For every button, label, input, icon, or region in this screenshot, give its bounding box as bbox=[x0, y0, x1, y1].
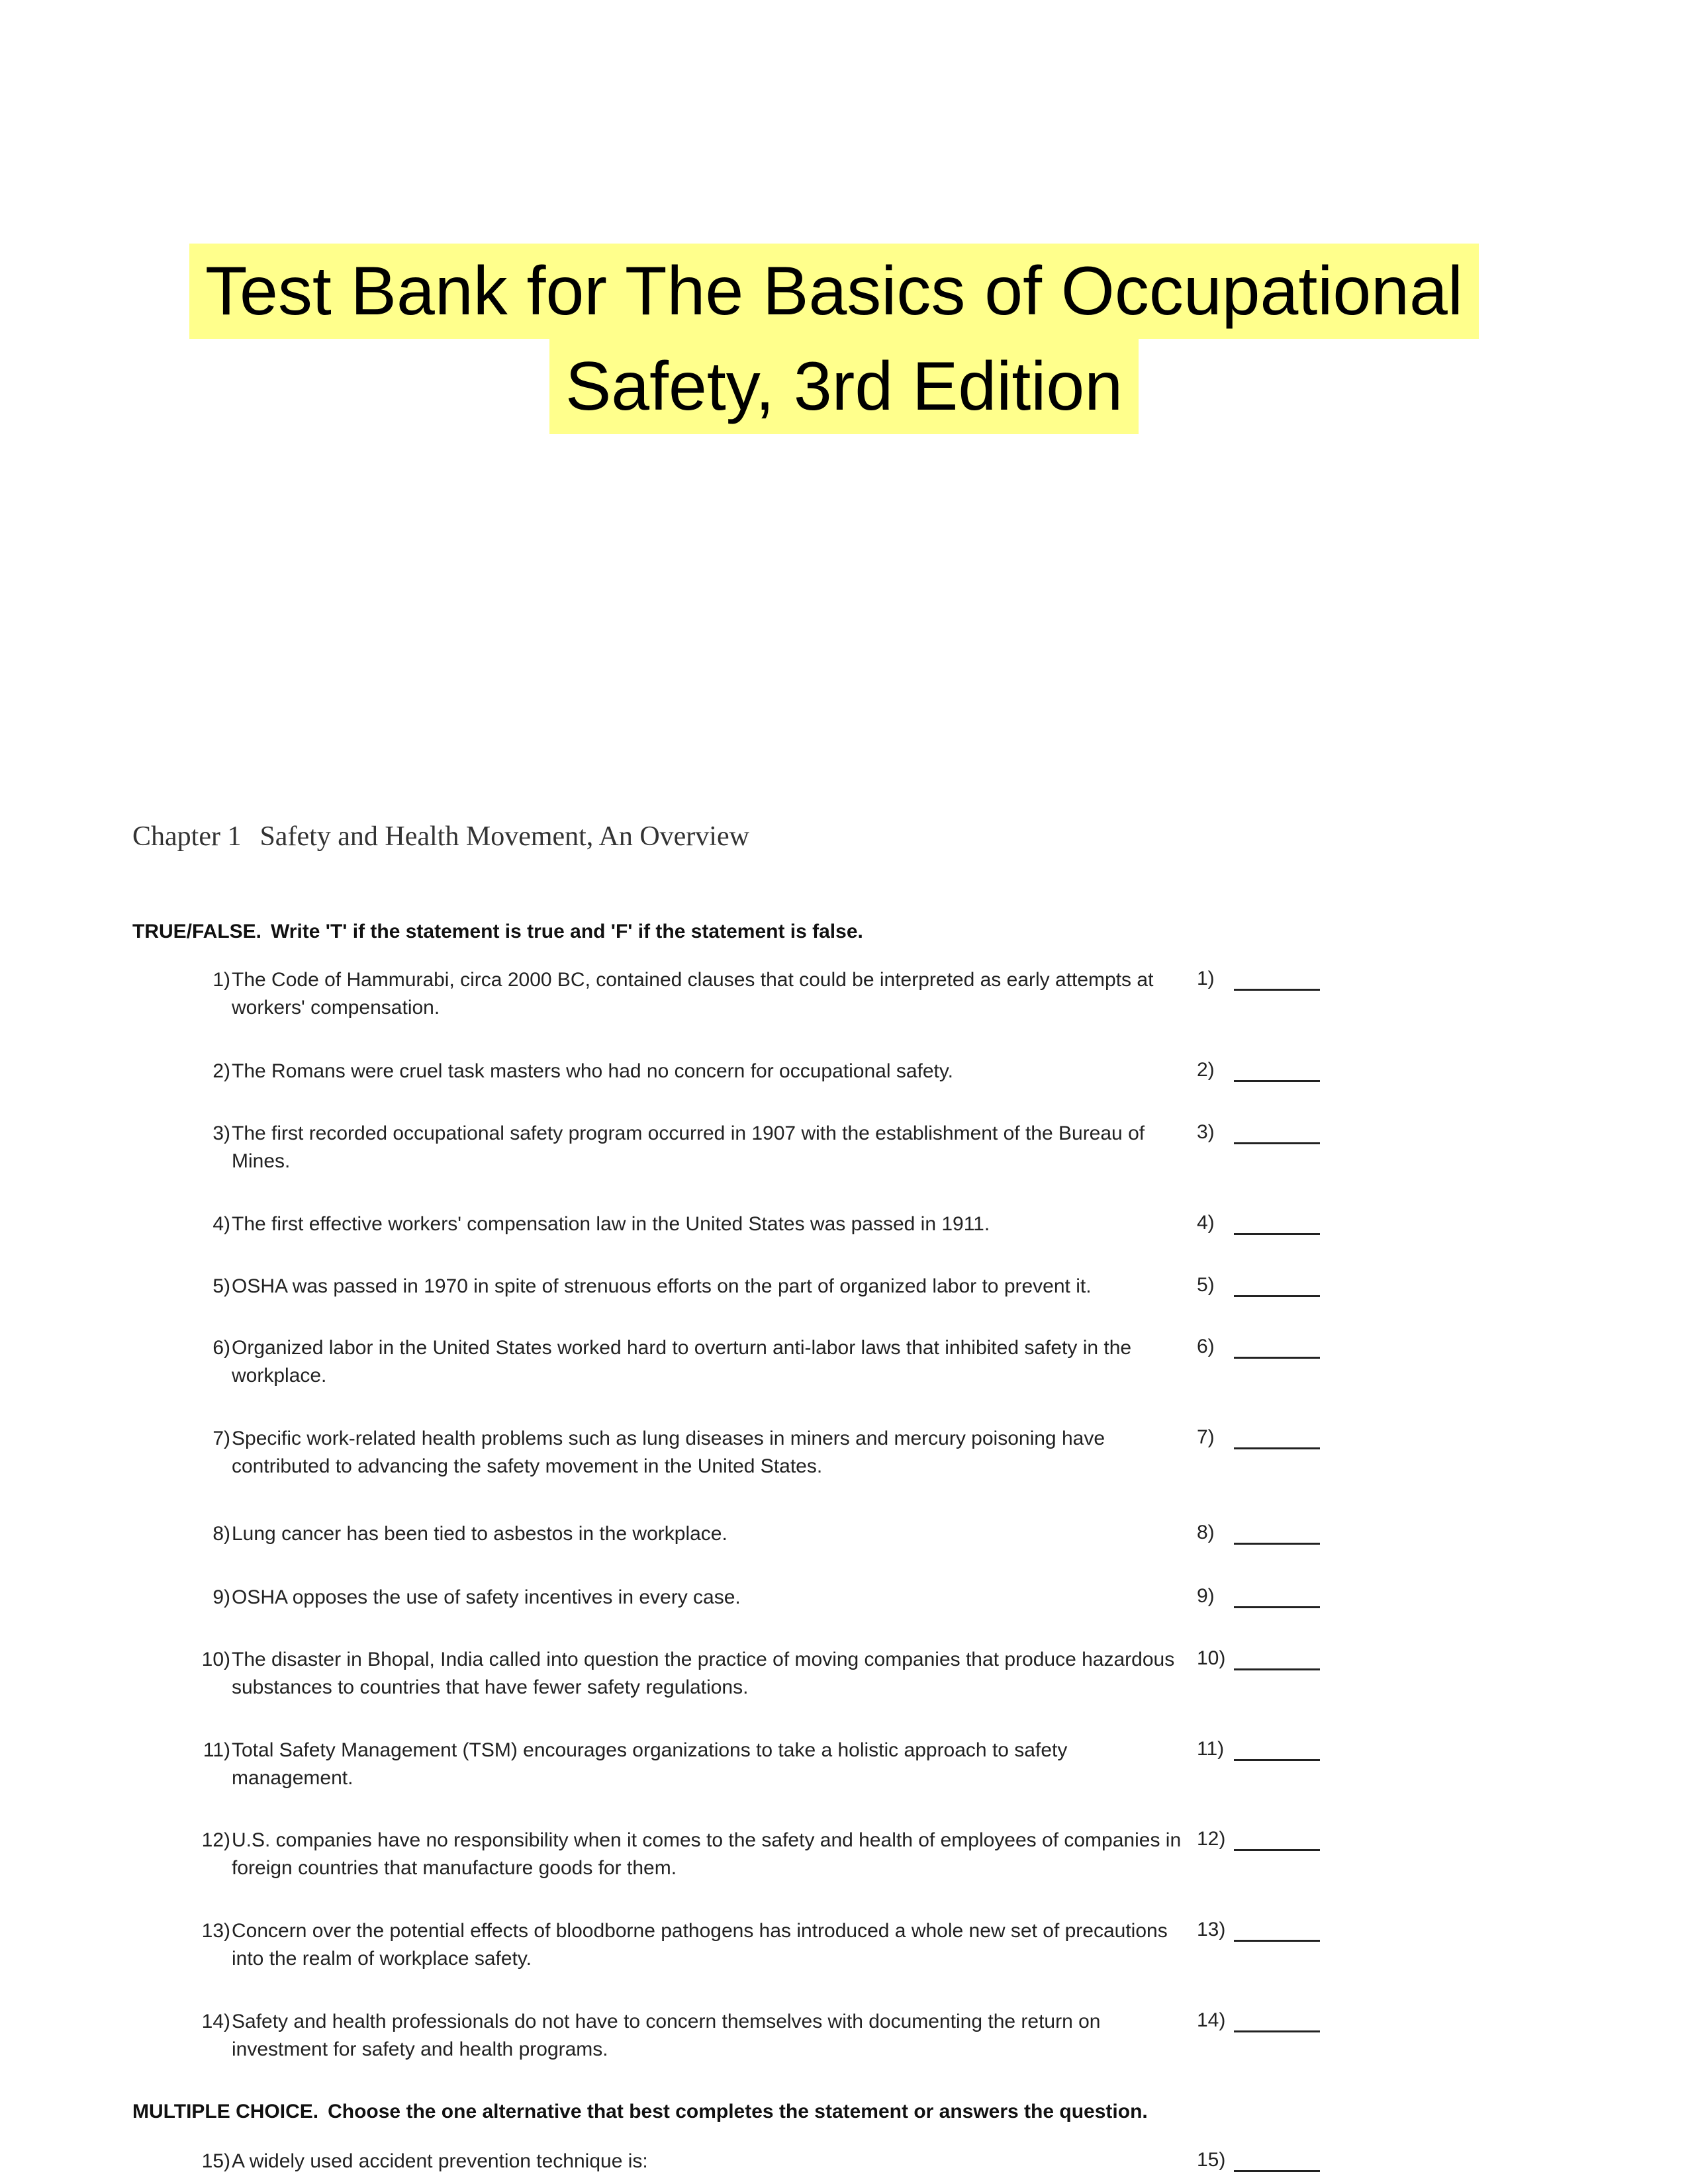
question-text: OSHA opposes the use of safety incentives in every case. bbox=[232, 1586, 741, 1608]
question-number: 5) bbox=[212, 1275, 230, 1297]
answer-blank[interactable] bbox=[1234, 1543, 1320, 1545]
question-text: The Romans were cruel task masters who had no concern for occupational safety. bbox=[232, 1060, 953, 1082]
answer-blank[interactable] bbox=[1234, 1233, 1320, 1235]
question-number: 8) bbox=[212, 1523, 230, 1545]
answer-number: 2) bbox=[1197, 1059, 1215, 1081]
question-item bbox=[197, 1273, 1190, 1300]
question-text: U.S. companies have no responsibility when it comes to the safety and health of employees of companies in foreign countries that manufacture goods for them. bbox=[232, 1829, 1182, 1879]
answer-field[interactable] bbox=[1197, 1274, 1329, 1300]
multiple-choice-heading bbox=[132, 2101, 1148, 2123]
question-item bbox=[197, 1520, 1190, 1548]
question-text: The first effective workers' compensation law in the United States was passed in 1911. bbox=[232, 1213, 990, 1235]
question-text: A widely used accident prevention technique is: bbox=[232, 2150, 648, 2172]
answer-number: 13) bbox=[1197, 1919, 1226, 1940]
answer-blank[interactable] bbox=[1234, 1447, 1320, 1449]
answer-field[interactable] bbox=[1197, 1647, 1329, 1674]
answer-field[interactable] bbox=[1197, 1059, 1329, 1085]
question-number: 12) bbox=[201, 1829, 230, 1851]
answer-number: 3) bbox=[1197, 1121, 1215, 1143]
question-item bbox=[197, 1737, 1190, 1792]
answer-field[interactable] bbox=[1197, 1121, 1329, 1148]
question-item bbox=[197, 1425, 1190, 1480]
answer-number: 9) bbox=[1197, 1585, 1215, 1607]
question-item bbox=[197, 1917, 1190, 1973]
question-text: The Code of Hammurabi, circa 2000 BC, contained clauses that could be interpreted as early attempts at workers' compensation. bbox=[232, 969, 1154, 1019]
question-item bbox=[197, 1058, 1190, 1085]
question-text: OSHA was passed in 1970 in spite of strenuous efforts on the part of organized labor to prevent it. bbox=[232, 1275, 1092, 1297]
question-text: Organized labor in the United States worked hard to overturn anti-labor laws that inhibited safety in the workplace. bbox=[232, 1337, 1132, 1387]
question-item bbox=[197, 1584, 1190, 1612]
question-number: 4) bbox=[212, 1213, 230, 1235]
question-number: 9) bbox=[212, 1586, 230, 1608]
answer-blank[interactable] bbox=[1234, 1295, 1320, 1297]
question-number: 14) bbox=[201, 2011, 230, 2032]
answer-number: 1) bbox=[1197, 968, 1215, 989]
question-text: Specific work-related health problems such as lung diseases in miners and mercury poisoning have contributed to advancing the safety movement in the United States. bbox=[232, 1428, 1105, 1477]
answer-blank[interactable] bbox=[1234, 989, 1320, 991]
multiple-choice-instruction: Choose the one alternative that best completes the statement or answers the question. bbox=[328, 2101, 1148, 2122]
answer-number: 8) bbox=[1197, 1522, 1215, 1543]
answer-field[interactable] bbox=[1197, 1212, 1329, 1238]
answer-field[interactable] bbox=[1197, 1522, 1329, 1548]
answer-field[interactable] bbox=[1197, 2009, 1329, 2036]
answer-blank[interactable] bbox=[1234, 1849, 1320, 1851]
answer-field[interactable] bbox=[1197, 1738, 1329, 1764]
answer-blank[interactable] bbox=[1234, 1142, 1320, 1144]
answer-field[interactable] bbox=[1197, 1919, 1329, 1945]
answer-number: 12) bbox=[1197, 1828, 1226, 1850]
question-text: Total Safety Management (TSM) encourages organizations to take a holistic approach to safety management. bbox=[232, 1739, 1068, 1789]
answer-blank[interactable] bbox=[1234, 1668, 1320, 1670]
answer-blank[interactable] bbox=[1234, 2170, 1320, 2172]
answer-number: 14) bbox=[1197, 2009, 1226, 2031]
answer-blank[interactable] bbox=[1234, 1080, 1320, 1082]
chapter-name: Safety and Health Movement, An Overview bbox=[259, 821, 749, 852]
question-item bbox=[197, 1334, 1190, 1390]
question-text: Lung cancer has been tied to asbestos in the workplace. bbox=[232, 1523, 727, 1545]
question-number: 1) bbox=[212, 969, 230, 991]
question-number: 3) bbox=[212, 1122, 230, 1144]
question-item bbox=[197, 2008, 1190, 2064]
answer-blank[interactable] bbox=[1234, 1940, 1320, 1942]
answer-number: 5) bbox=[1197, 1274, 1215, 1296]
answer-number: 10) bbox=[1197, 1647, 1226, 1669]
question-text: The disaster in Bhopal, India called into question the practice of moving companies that produce hazardous substances to countries that have fewer safety regulations. bbox=[232, 1649, 1175, 1698]
document-title bbox=[0, 244, 1688, 434]
answer-number: 7) bbox=[1197, 1426, 1215, 1448]
question-number: 15) bbox=[201, 2150, 230, 2172]
true-false-instruction: Write 'T' if the statement is true and 'F' if the statement is false. bbox=[271, 921, 863, 942]
question-number: 2) bbox=[212, 1060, 230, 1082]
answer-blank[interactable] bbox=[1234, 2030, 1320, 2032]
answer-number: 6) bbox=[1197, 1336, 1215, 1357]
answer-number: 15) bbox=[1197, 2149, 1226, 2171]
question-number: 13) bbox=[201, 1920, 230, 1942]
answer-field[interactable] bbox=[1197, 1828, 1329, 1854]
answer-field[interactable] bbox=[1197, 2149, 1329, 2175]
question-item bbox=[197, 2148, 1190, 2175]
question-text: Safety and health professionals do not have to concern themselves with documenting the return on investment for safety and health programs. bbox=[232, 2011, 1101, 2060]
answer-field[interactable] bbox=[1197, 1426, 1329, 1453]
question-item bbox=[197, 966, 1190, 1022]
true-false-label: TRUE/FALSE. bbox=[132, 921, 262, 942]
answer-field[interactable] bbox=[1197, 1585, 1329, 1612]
question-number: 10) bbox=[201, 1649, 230, 1670]
question-text: The first recorded occupational safety program occurred in 1907 with the establishment of the Bureau of Mines. bbox=[232, 1122, 1145, 1172]
question-item bbox=[197, 1827, 1190, 1882]
answer-blank[interactable] bbox=[1234, 1357, 1320, 1359]
chapter-number: Chapter 1 bbox=[132, 821, 242, 852]
question-item bbox=[197, 1646, 1190, 1702]
title-line-2: Safety, 3rd Edition bbox=[549, 339, 1139, 434]
answer-number: 11) bbox=[1197, 1738, 1225, 1760]
question-text: Concern over the potential effects of bloodborne pathogens has introduced a whole new set of precautions into the realm of workplace safety. bbox=[232, 1920, 1168, 1970]
true-false-heading bbox=[132, 921, 863, 943]
question-number: 6) bbox=[212, 1337, 230, 1359]
answer-field[interactable] bbox=[1197, 968, 1329, 994]
question-number: 7) bbox=[212, 1428, 230, 1449]
question-item bbox=[197, 1120, 1190, 1175]
question-number: 11) bbox=[203, 1739, 230, 1761]
answer-number: 4) bbox=[1197, 1212, 1215, 1234]
answer-blank[interactable] bbox=[1234, 1759, 1320, 1761]
answer-blank[interactable] bbox=[1234, 1606, 1320, 1608]
multiple-choice-label: MULTIPLE CHOICE. bbox=[132, 2101, 319, 2122]
answer-field[interactable] bbox=[1197, 1336, 1329, 1362]
chapter-heading bbox=[132, 821, 749, 852]
question-item bbox=[197, 1210, 1190, 1238]
title-line-1: Test Bank for The Basics of Occupational bbox=[189, 244, 1479, 339]
